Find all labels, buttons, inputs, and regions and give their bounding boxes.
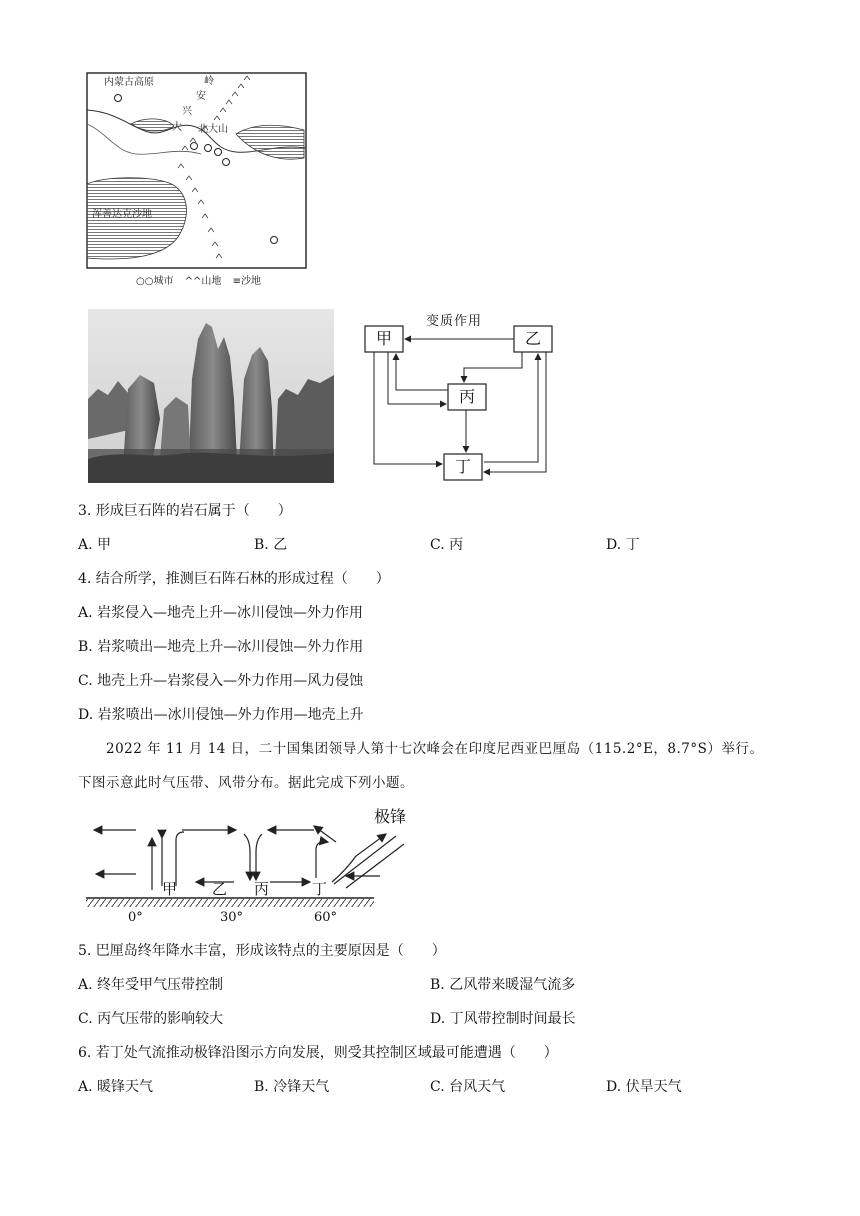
question-6-stem: 6. 若丁处气流推动极锋沿图示方向发展，则受其控制区域最可能遭遇（ ） — [78, 1045, 558, 1061]
polar-front-label: 极锋 — [374, 807, 407, 826]
map-legend — [136, 272, 261, 287]
q6-option-d[interactable]: D. 伏旱天气 — [606, 1079, 682, 1095]
cell-1-down — [244, 834, 250, 880]
q5-option-b[interactable]: B. 乙风带来暖湿气流多 — [430, 977, 576, 993]
cell-1-side — [176, 832, 184, 886]
zone-yi-label: 乙 — [212, 880, 228, 898]
polar-upper-arrow — [314, 826, 336, 842]
mountain-legend-icon: ^^ — [184, 276, 202, 287]
legend-mountain: 山地 — [201, 276, 222, 287]
cell-2-rise — [316, 842, 328, 878]
q5-option-d[interactable]: D. 丁风带控制时间最长 — [430, 1011, 576, 1027]
lat-30-label: 30° — [220, 910, 244, 925]
label-xing: 兴 — [182, 106, 192, 117]
pressure-belt-diagram — [84, 800, 424, 930]
box-bing-label: 丙 — [458, 387, 475, 406]
q6-option-c[interactable]: C. 台风天气 — [430, 1079, 506, 1095]
zone-jia-label: 甲 — [162, 880, 178, 898]
q3-option-c[interactable]: C. 丙 — [430, 537, 464, 553]
rock-cycle-diagram — [360, 312, 560, 492]
q5-option-c[interactable]: C. 丙气压带的影响较大 — [78, 1011, 224, 1027]
region-map — [86, 72, 308, 290]
label-da: 大 — [172, 122, 182, 133]
city-marker — [191, 143, 198, 150]
legend-city: 城市 — [153, 276, 174, 287]
question-4-stem: 4. 结合所学，推测巨石阵石林的形成过程（ ） — [78, 571, 390, 587]
box-yi-label: 乙 — [524, 329, 541, 348]
q3-option-b[interactable]: B. 乙 — [254, 537, 288, 553]
question-5-stem: 5. 巴厘岛终年降水丰富，形成该特点的主要原因是（ ） — [78, 943, 446, 959]
arrow-yi-to-ding — [484, 352, 546, 472]
polar-front-line-1 — [334, 836, 396, 884]
label-ling: 岭 — [204, 76, 214, 87]
zone-bing-label: 丙 — [254, 880, 270, 898]
city-marker — [205, 145, 212, 152]
q3-option-d[interactable]: D. 丁 — [606, 537, 640, 553]
metamorphism-label: 变质作用 — [426, 314, 483, 329]
arrow-jia-to-ding — [374, 352, 442, 464]
passage-line-1: 2022 年 11 月 14 日，二十国集团领导人第十七次峰会在印度尼西亚巴厘岛（115.2°E，8.7°S）举行。 — [106, 741, 764, 757]
polar-front-arrow — [332, 834, 386, 882]
box-ding-label: 丁 — [454, 457, 471, 476]
q4-option-c[interactable]: C. 地壳上升—岩浆侵入—外力作用—风力侵蚀 — [78, 673, 364, 689]
q6-option-b[interactable]: B. 冷锋天气 — [254, 1079, 330, 1095]
q3-option-a[interactable]: A. 甲 — [78, 537, 112, 553]
q6-option-a[interactable]: A. 暖锋天气 — [78, 1079, 154, 1095]
lat-0-label: 0° — [128, 910, 143, 925]
zone-ding-label: 丁 — [312, 880, 328, 898]
label-inner-mongolia: 内蒙古高原 — [104, 77, 154, 88]
label-sand-land: 浑善达克沙地 — [92, 209, 152, 220]
box-jia-label: 甲 — [375, 329, 392, 348]
arrow-bing-to-jia — [396, 354, 448, 390]
city-legend-icon: ○○ — [136, 276, 154, 287]
lat-60-label: 60° — [314, 910, 338, 925]
question-3-stem: 3. 形成巨石阵的岩石属于（ ） — [78, 503, 292, 519]
legend-sand: 沙地 — [240, 276, 261, 287]
stone-forest-photo — [88, 309, 334, 483]
ground-hatch — [86, 899, 374, 907]
arrow-jia-to-bing — [388, 352, 446, 404]
sand-legend-icon: ≡ — [232, 276, 241, 287]
cell-2-down — [256, 834, 262, 880]
polar-front-line-2 — [346, 844, 404, 888]
passage-line-2: 下图示意此时气压带、风带分布。据此完成下列小题。 — [78, 775, 414, 791]
q4-option-d[interactable]: D. 岩浆喷出—冰川侵蚀—外力作用—地壳上升 — [78, 707, 364, 723]
arrow-ding-to-yi — [484, 354, 538, 462]
city-marker — [115, 95, 122, 102]
q4-option-a[interactable]: A. 岩浆侵入—地壳上升—冰川侵蚀—外力作用 — [78, 605, 364, 621]
label-beidashan: 北大山 — [198, 124, 228, 135]
city-marker — [271, 237, 278, 244]
q5-option-a[interactable]: A. 终年受甲气压带控制 — [78, 977, 224, 993]
label-an: 安 — [196, 91, 206, 102]
city-marker — [223, 159, 230, 166]
q4-option-b[interactable]: B. 岩浆喷出—地壳上升—冰川侵蚀—外力作用 — [78, 639, 364, 655]
arrow-yi-to-bing — [464, 352, 522, 382]
city-marker — [215, 149, 222, 156]
